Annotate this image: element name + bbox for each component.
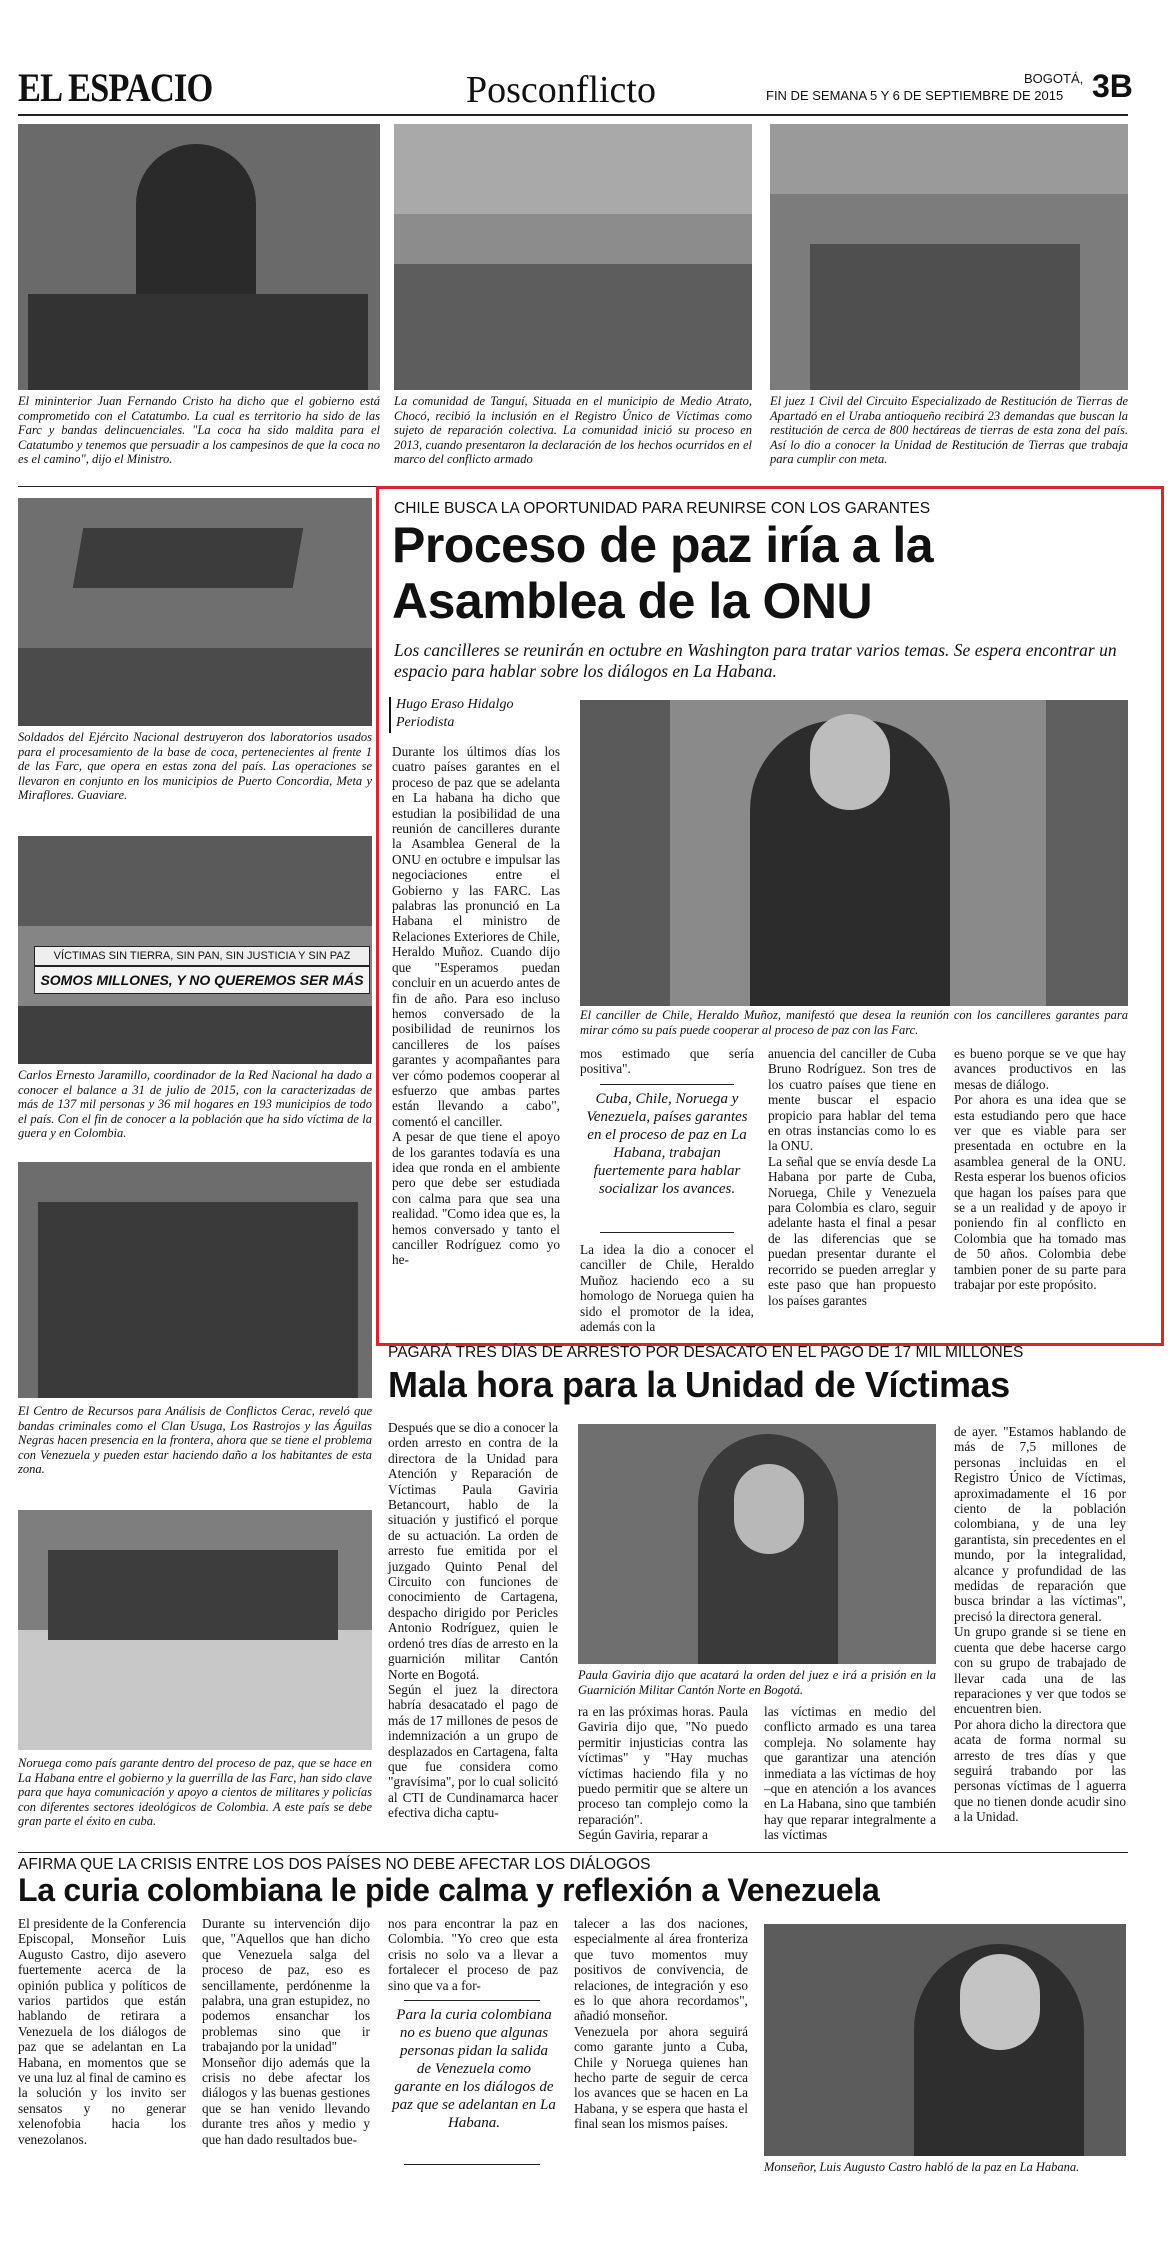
victims-headline: Mala hora para la Unidad de Víctimas <box>388 1364 1010 1405</box>
masthead <box>18 62 1133 114</box>
main-deck: Los cancilleres se reunirán en octubre en Washington para tratar varios temas. Se espera encontrar un espacio para hablar sobre los diálogos en La Habana. <box>394 640 1117 681</box>
protest-banner-1: VÍCTIMAS SIN TIERRA, SIN PAN, SIN JUSTICIA Y SIN PAZ <box>34 946 370 966</box>
caption-norway-meeting: Noruega como país garante dentro del proceso de paz, que se hace en La Habana entre el gobierno y la guerrilla de las Farc, han sido clave para que haya comunicación y apoyo a cientos de militares y policías con diferentes sectores ideológicos de Colombia. A este país se debe gran parte el éxito en cuba. <box>18 1756 372 1828</box>
curia-kicker: AFIRMA QUE LA CRISIS ENTRE LOS DOS PAÍSES NO DEBE AFECTAR LOS DIÁLOGOS <box>18 1856 651 1873</box>
main-col-3-p1: anuencia del canciller de Cuba Bruno Rodríguez. Son tres de los cuatro países que tiene en mente buscar el espacio propicio para hablar del tema en otras instancias como lo es la ONU. <box>768 1046 936 1154</box>
byline-role: Periodista <box>396 715 455 730</box>
victims-kicker: PAGARÁ TRES DÍAS DE ARRESTO POR DESACATO EN EL PAGO DE 17 MIL MILLONES <box>388 1344 1024 1361</box>
victims-col-1-p2: Según el juez la directora habría desacatado el pago de más de 17 millones de pesos de indemnización a un grupo de desplazados en Cartagena, falta que fue considera como "gravísima", por lo cual solicitó al CTI de Cundinamarca hacer efectiva dicha captu- <box>388 1681 558 1821</box>
masthead-city: BOGOTÁ, <box>1024 71 1084 86</box>
main-col-1-p1: Durante los últimos días los cuatro países garantes en el proceso de paz que se adelanta en La habana ha dicho que estudian la posibilidad de una reunión de cancilleres durante la Asamblea General de la ONU en octubre e impulsar las negociaciones entre el Gobierno y las FARC. Las palabras las pronunció en La Habana el ministro de Relaciones Exteriores de Chile, Heraldo Muñoz. Cuando dijo que "Esperamos puedan concluir en un acuerdo antes de fin de año. Para eso incluso hemos conversado de la posibilidad de reunirnos los cancilleres de los países garantes y acompañantes para ver cómo podemos cooperar al esfuerzo que ambas partes están llevando a cabo", comentó el canciller. <box>392 744 560 1129</box>
protest-banner-2: SOMOS MILLONES, Y NO QUEREMOS SER MÁS <box>34 966 370 994</box>
victims-col-4-p2: Un grupo grande si se tiene en cuenta que debe hacerse cargo con su grupo de trabajado de llevar cada una de las reparaciones y ver que todos se encuentren bien. <box>954 1624 1126 1717</box>
main-col-1 <box>392 744 560 1268</box>
victims-col-1 <box>388 1420 558 1821</box>
masthead-date: FIN DE SEMANA 5 Y 6 DE SEPTIEMBRE DE 2015 <box>766 88 1064 103</box>
byline-name: Hugo Eraso Hidalgo <box>396 697 514 712</box>
photo-norway-meeting <box>18 1510 372 1750</box>
victims-col-2-p1: ra en las próximas horas. Paula Gaviria dijo que, "No puedo permitir injusticias contra las víctimas" y "Hay muchas víctimas haciendo fila y no puedo permitir que se altere un proceso tan complejo como la reparación". <box>578 1704 748 1827</box>
main-pullquote: Cuba, Chile, Noruega y Venezuela, países garantes en el proceso de paz en La Habana, trabajan fuertemente para hablar socializar los avances. <box>586 1091 748 1197</box>
photo-victims-protest <box>18 836 372 1064</box>
photo-armed-group <box>18 1162 372 1398</box>
curia-col-3: nos para encontrar la paz en Colombia. "Yo creo que esta crisis no solo va a llevar a fortalecer el proceso de paz sino que va a for- <box>388 1916 558 1993</box>
curia-pull-rule-bottom <box>404 2164 540 2165</box>
curia-pullquote: Para la curia colombiana no es bueno que algunas personas pidan la salida de Venezuela como garante en los diálogos de paz que se adelantan en La Habana. <box>392 2007 556 2131</box>
caption-chile-minister: El canciller de Chile, Heraldo Muñoz, manifestó que desea la reunión con los cancilleres garantes para mirar cómo su país puede cooperar al proceso de paz con las Farc. <box>580 1008 1128 1037</box>
caption-soldiers-lab: Soldados del Ejército Nacional destruyeron dos laboratorios usados para el procesamiento de la base de coca, pertenecientes al frente 1 de las Farc, que opera en estas zona del país. Las operaciones se llevaron en conjunto en los municipios de Puerto Concordia, Meta y Miraflores. Guaviare. <box>18 730 372 802</box>
photo-minister <box>18 124 380 390</box>
caption-tangui-community: La comunidad de Tanguí, Situada en el municipio de Medio Atrato, Chocó, recibió la inclusión en el Registro Único de Víctimas como sujeto de reparación colectiva. La comunidad inició su proceso en 2013, cuando presentaron la declaración de los hechos ocurridos en el marco del conflicto armado <box>394 394 752 466</box>
main-col-4-p2: Por ahora es una idea que se esta estudiando pero que hace ver que es viable para ser presentada en octubre en la asamblea general de la ONU. Resta esperar los buenos oficios que hagan los países para que se a un realidad y de apoyo ir poniendo fin al conflicto en Colombia que ha tomado mas de 50 años. Colombia debe tambien poner de su parte para trabajar por este propósito. <box>954 1092 1126 1293</box>
main-col-4-p1: es bueno porque se ve que hay avances productivos en las mesas de diálogo. <box>954 1046 1126 1092</box>
curia-col-2-p1: Durante su intervención dijo que, "Aquellos que han dicho que Venezuela salga del proceso de paz, eso es sencillamente, perdónenme la palabra, una gran estupidez, no podemos ensanchar los problemas sino que ir trabajando por la unidad" <box>202 1916 370 2055</box>
caption-monsenor: Monseñor, Luis Augusto Castro habló de la paz en La Habana. <box>764 2160 1080 2174</box>
curia-col-4-p1: talecer a las dos naciones, especialmente al área fronteriza que tuvo momentos muy positivos de convivencia, de relaciones, de integración y eso es lo que ahora recordamos", añadió monseñor. <box>574 1916 748 2024</box>
victims-col-4-p3: Por ahora dicho la directora que acata de forma normal su arresto de tres días y que seguirá trabando por las personas víctimas de l aguerra que no tienen donde acudir sino a la Unidad. <box>954 1716 1126 1825</box>
main-col-2-top: mos estimado que sería positiva". <box>580 1046 754 1077</box>
victims-col-2 <box>578 1704 748 1843</box>
victims-col-3: las víctimas en medio del conflicto armado es una tarea compleja. No solamente hay que garantizar una atención inmediata a las víctimas de hoy –que en atención a los avances en La Habana, sino que también hay que reparar integralmente a las víctimas <box>764 1704 936 1843</box>
caption-restitution-crowd: El juez 1 Civil del Circuito Especializado de Restitución de Tierras de Apartadó en el Uraba antioqueño recibirá 23 demandas que buscan la restitución de cerca de 800 hectáreas de tierras de esta zona del país. Así lo dio a conocer la Unidad de Restitución de Tierras que trabaja para cumplir con meta. <box>770 394 1128 466</box>
main-kicker: CHILE BUSCA LA OPORTUNIDAD PARA REUNIRSE CON LOS GARANTES <box>394 500 931 517</box>
main-col-3 <box>768 1046 936 1308</box>
curia-col-2-p2: Monseñor dijo además que la crisis no debe afectar los diálogos y las buenas gestiones que se han venido llevando durante tres años y medio y que han dado resultados bue- <box>202 2054 370 2147</box>
main-col-1-p2: A pesar de que tiene el apoyo de los garantes todavía es una idea que ronda en el ambiente pero que debe ser estudiada con calma para que sea una realidad. "Como idea que es, la hemos conversado y tanto el canciller Rodríguez como yo he- <box>392 1129 560 1268</box>
caption-victims-protest: Carlos Ernesto Jaramillo, coordinador de la Red Nacional ha dado a conocer el balance a 31 de julio de 2015, con la caracterizadas de más de 137 mil personas y 36 mil hogares en 193 municipios de todo el país. Con el fin de conocer a la población que ha sido víctima de la guera y en Colombia. <box>18 1068 372 1140</box>
caption-minister: El mininterior Juan Fernando Cristo ha dicho que el gobierno está comprometido con el Catatumbo. La cual es territorio ha sido de las Farc y bandas delincuenciales. "La coca ha sido maldita para el Catatumbo y tenemos que persuadir a los campesinos de que la coca no es el camino", dijo el Ministro. <box>18 394 380 466</box>
curia-pull-rule-top <box>404 2000 540 2001</box>
curia-headline: La curia colombiana le pide calma y reflexión a Venezuela <box>18 1872 880 1908</box>
main-headline-1: Proceso de paz iría a la <box>392 517 934 573</box>
masthead-rule <box>18 114 1128 116</box>
victims-col-1-p1: Después que se dio a conocer la orden arresto en contra de la directora de la Unidad para Atención y Reparación de Víctimas Paula Gaviria Betancourt, hablo de la situación y justificó el porque de su actuación. La orden de arresto fue emitida por el juzgado Quinto Penal del Circuito con funciones de conocimiento de Cartagena, despacho dirigido por Pericles Antonio Rodríguez, quien le ordenó tres días de arresto en la guarnición militar Cantón Norte en Bogotá. <box>388 1420 558 1682</box>
photo-soldiers-lab <box>18 498 372 726</box>
victims-col-2-p2: Según Gaviria, reparar a <box>578 1827 708 1843</box>
photo-tangui-community <box>394 124 752 390</box>
caption-paula-gaviria: Paula Gaviria dijo que acatará la orden del juez e irá a prisión en la Guarnición Militar Cantón Norte en Bogotá. <box>578 1668 936 1697</box>
curia-col-1: El presidente de la Conferencia Episcopal, Monseñor Luis Augusto Castro, dijo asevero fuertemente acerca de la opinión publica y políticos de varios partidos que están hablando de retirara a Venezuela de los diálogos de paz que se adelantan en La Habana, en momentos que se ve una luz al final de camino es la solución y los invito ser sensatos y no generar xelenofobia hacia los venezolanos. <box>18 1916 186 2147</box>
main-col-4 <box>954 1046 1126 1293</box>
curia-col-2 <box>202 1916 370 2147</box>
curia-col-4-p2: Venezuela por ahora seguirá como garante junto a Cuba, Chile y Noruega quienes han hecho parte de seguir de cerca los avances que se hacen en La Habana, y se espera que hasta el final sean los mismos países. <box>574 2023 748 2132</box>
curia-rule <box>18 1852 1128 1853</box>
section-title: Posconflicto <box>466 69 656 111</box>
caption-armed-group: El Centro de Recursos para Análisis de Conflictos Cerac, reveló que bandas criminales como el Clan Usuga, Los Rastrojos y las Águilas Negras hacen presencia en la frontera, ahora que se tiene el problema con Venezuela y pueden estar haciendo daño a los habitantes de esta zona. <box>18 1404 372 1476</box>
page-number: 3B <box>1092 68 1133 104</box>
curia-col-4 <box>574 1916 748 2132</box>
victims-col-4-p1: de ayer. "Estamos hablando de más de 7,5 millones de personas incluidas en el Registro Único de Víctimas, aproximadamente el 16 por ciento de la población colombiana, y de una ley garantista, sin precedentes en el mundo, por la integralidad, alcance y profundidad de las medidas de reparación que busca brindar a las víctimas", precisó la directora general. <box>954 1424 1126 1624</box>
photo-chile-minister <box>580 700 1128 1006</box>
main-col-2-bottom: La idea la dio a conocer el canciller de Chile, Heraldo Muñoz haciendo eco a su homologo de Noruega quien ha sido el promotor de la idea, además con la <box>580 1242 754 1335</box>
main-headline-2: Asamblea de la ONU <box>392 573 873 629</box>
byline-bar <box>389 697 391 733</box>
photo-restitution-crowd <box>770 124 1128 390</box>
pullquote-rule-bottom <box>600 1232 734 1233</box>
brand-logo: EL ESPACIO <box>18 65 213 110</box>
main-col-3-p2: La señal que se envía desde La Habana por parte de Cuba, Noruega, Chile y Venezuela para Colombia es claro, seguir adelante hasta el final a pesar de las diferencias que se puedan presentar durante el recorrido se pueden arreglar y este paso que han propuesto los países garantes <box>768 1153 936 1308</box>
pullquote-rule-top <box>600 1084 734 1085</box>
victims-col-4 <box>954 1424 1126 1825</box>
photo-monsenor <box>764 1924 1126 2156</box>
photo-paula-gaviria <box>578 1424 936 1664</box>
